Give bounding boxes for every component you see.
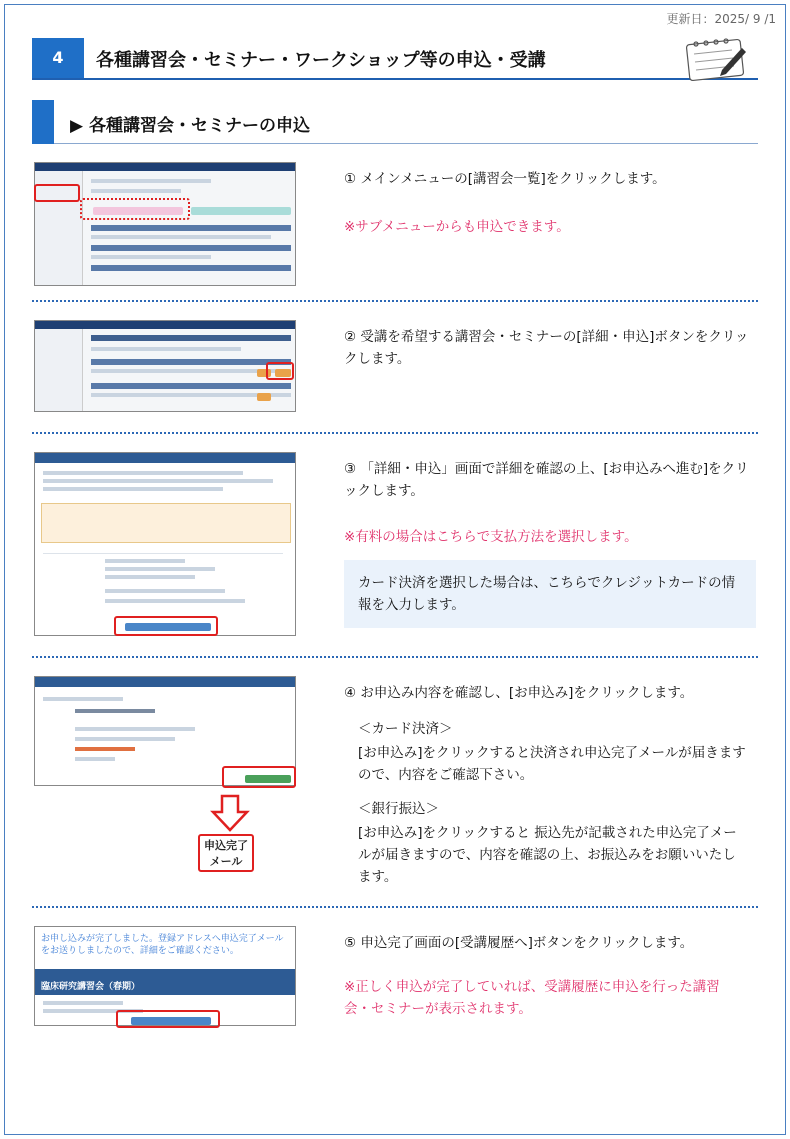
step-3 (32, 452, 758, 642)
updated-date: 更新日：2025/ 9 /1 (666, 12, 776, 26)
step-1 (32, 162, 758, 292)
step-5 (32, 926, 758, 1036)
arrow-down-icon (210, 794, 250, 832)
step-2 (32, 320, 758, 420)
step-3-note: ※有料の場合はこちらで支払方法を選択します。 (344, 529, 638, 545)
mail-label: 申込完了メール (198, 834, 254, 872)
chapter-number: 4 (32, 38, 84, 78)
card-text: [お申込み]をクリックすると決済され申込完了メールが届きますので、内容をご確認下さい。 (358, 745, 746, 783)
highlight-lecture-list (34, 184, 80, 202)
section-header (32, 100, 758, 144)
highlight-submenu (80, 198, 190, 220)
highlight-apply-button (222, 766, 296, 788)
bank-text: [お申込み]をクリックすると 振込先が記載された申込完了メールが届きますので、内容を確認の上、お振込みをお願いいたします。 (358, 825, 737, 885)
highlight-proceed-button (114, 616, 218, 636)
divider (32, 656, 758, 658)
step-4 (32, 676, 758, 896)
card-title: ＜カード決済＞ (358, 721, 453, 737)
step-4-text: ④ お申込み内容を確認し、[お申込み]をクリックします。 (344, 685, 694, 701)
step-5-text: ⑤ 申込完了画面の[受講履歴へ]ボタンをクリックします。 (344, 935, 694, 951)
highlight-history-button (116, 1010, 220, 1028)
notepad-pen-icon (682, 36, 752, 82)
screenshot-lecture-list (34, 320, 296, 412)
divider (32, 432, 758, 434)
section-title: ▶ 各種講習会・セミナーの申込 (70, 116, 310, 136)
step-3-info: カード決済を選択した場合は、こちらでクレジットカードの情報を入力します。 (344, 560, 756, 628)
step-3-text: ③ 「詳細・申込」画面で詳細を確認の上、[お申込みへ進む]をクリックします。 (344, 461, 749, 499)
screenshot-detail (34, 452, 296, 636)
step-2-text: ② 受講を希望する講習会・セミナーの[詳細・申込]ボタンをクリックします。 (344, 329, 749, 367)
complete-message: お申し込みが完了しました。登録アドレスへ申込完了メールをお送りしましたので、詳細をご確認ください。 (41, 934, 284, 956)
step-1-note: ※サブメニューからも申込できます。 (344, 219, 570, 235)
step-1-text: ① メインメニューの[講習会一覧]をクリックします。 (344, 171, 666, 187)
section-bar (32, 100, 54, 144)
complete-course-name: 臨床研究講習会（春期） (41, 982, 141, 992)
divider (32, 906, 758, 908)
screenshot-main-menu (34, 162, 296, 286)
chapter-title: 各種講習会・セミナー・ワークショップ等の申込・受講 (96, 50, 546, 71)
chapter-header (32, 38, 758, 80)
highlight-detail-button (266, 362, 294, 380)
divider (32, 300, 758, 302)
bank-title: ＜銀行振込＞ (358, 801, 439, 817)
step-5-note: ※正しく申込が完了していれば、受講履歴に申込を行った講習会・セミナーが表示されます。 (344, 979, 720, 1017)
